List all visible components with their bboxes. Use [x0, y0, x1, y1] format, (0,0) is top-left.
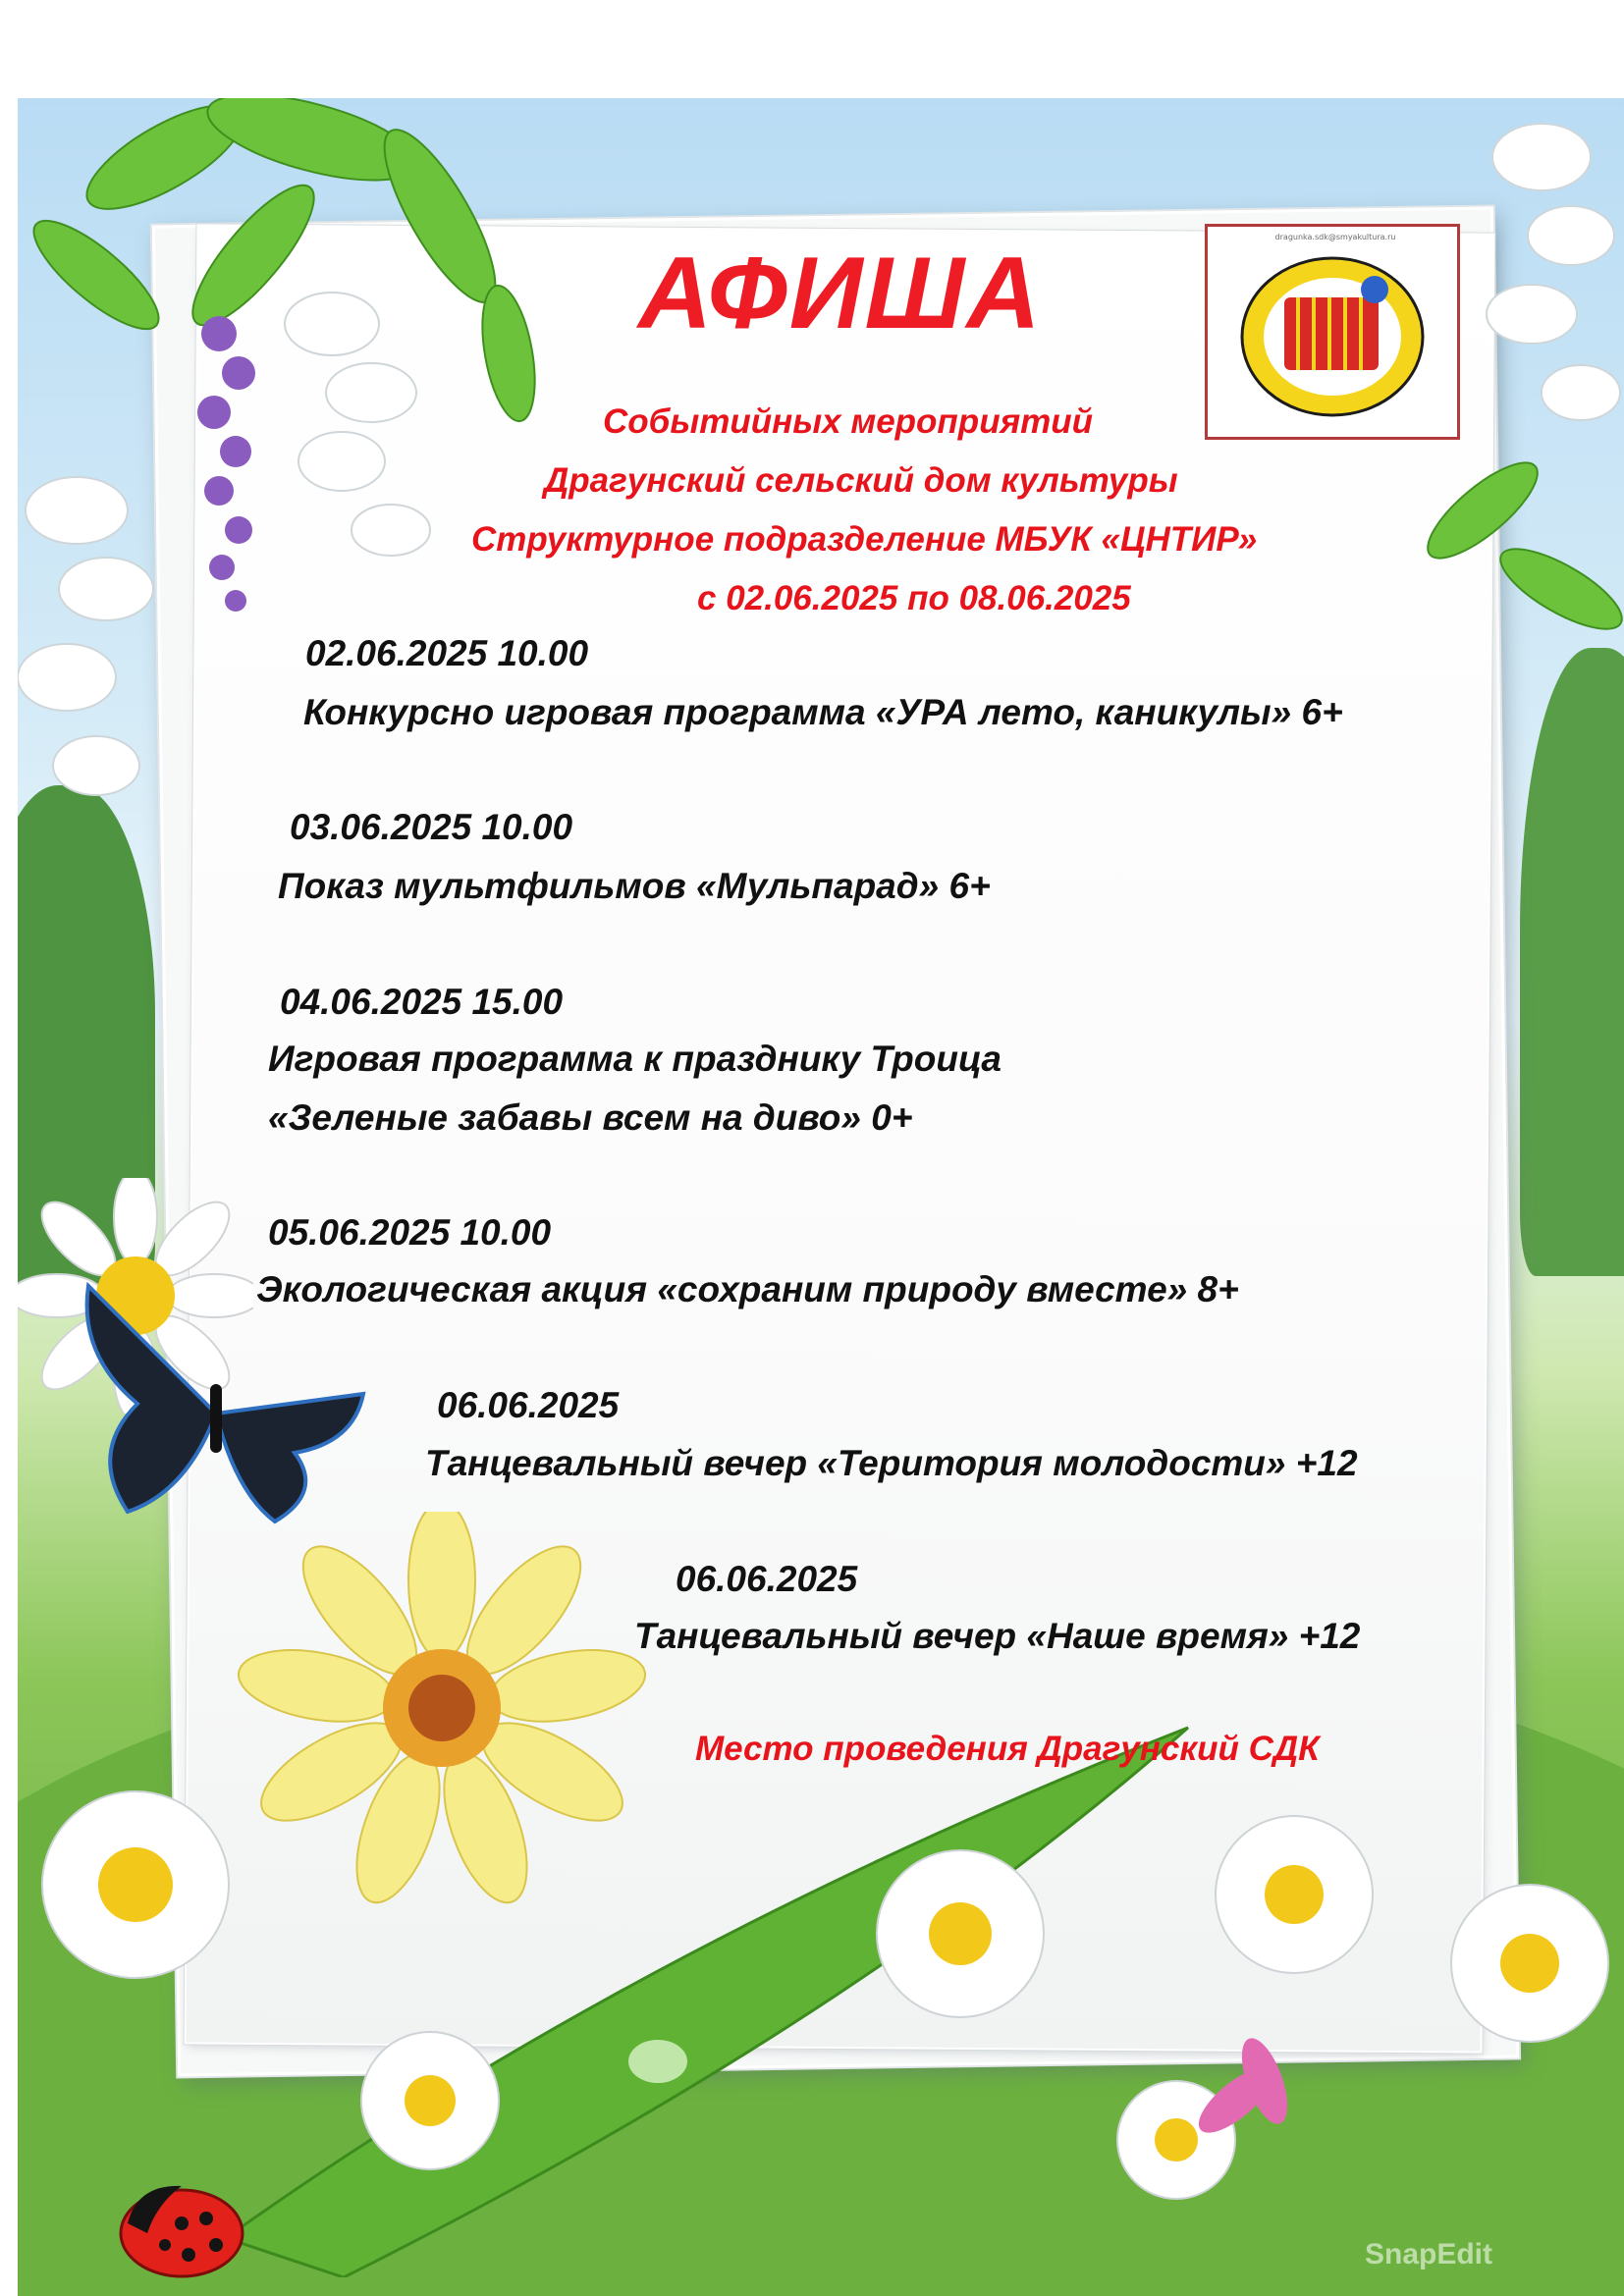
- event-datetime: 05.06.2025 10.00: [268, 1212, 552, 1253]
- event-title: Игровая программа к празднику Троица: [268, 1039, 1001, 1079]
- top-left-foliage: [18, 98, 568, 1080]
- logo: [1205, 224, 1460, 440]
- bottom-daisies: [18, 1728, 1624, 2296]
- event-datetime: 04.06.2025 15.00: [280, 982, 564, 1022]
- poster-title: АФИША: [638, 237, 1043, 350]
- subtitle-line: Структурное подразделение МБУК «ЦНТИР»: [471, 520, 1258, 559]
- tree-right: [1520, 648, 1624, 1276]
- venue: Место проведения Драгунский СДК: [695, 1730, 1320, 1768]
- subtitle-line: Событийных мероприятий: [603, 402, 1094, 441]
- logo-caption: dragunka.sdk@smyakultura.ru: [1274, 233, 1396, 241]
- event-datetime: 06.06.2025: [437, 1385, 620, 1425]
- wisteria-icon: [197, 316, 255, 612]
- event-title: Конкурсно игровая программа «УРА лето, каникулы» 6+: [303, 692, 1343, 732]
- event-datetime: 02.06.2025 10.00: [305, 633, 589, 673]
- event-title: «Зеленые забавы всем на диво» 0+: [268, 1097, 913, 1138]
- ladybug-icon: [108, 2174, 255, 2282]
- subtitle-line: Драгунский сельский дом культуры: [544, 461, 1178, 500]
- event-datetime: 03.06.2025 10.00: [290, 807, 573, 847]
- event-title: Экологическая акция «сохраним природу вместе» 8+: [256, 1269, 1239, 1309]
- accordion-emblem-icon: [1227, 246, 1438, 423]
- event-title: Танцевальный вечер «Територия молодости» +12: [425, 1443, 1358, 1483]
- event-datetime: 06.06.2025: [676, 1559, 858, 1599]
- date-range: с 02.06.2025 по 08.06.2025: [697, 579, 1131, 617]
- event-title: Танцевальный вечер «Наше время» +12: [634, 1616, 1361, 1656]
- watermark: SnapEdit: [1365, 2238, 1493, 2270]
- event-title: Показ мультфильмов «Мульпарад» 6+: [278, 866, 991, 906]
